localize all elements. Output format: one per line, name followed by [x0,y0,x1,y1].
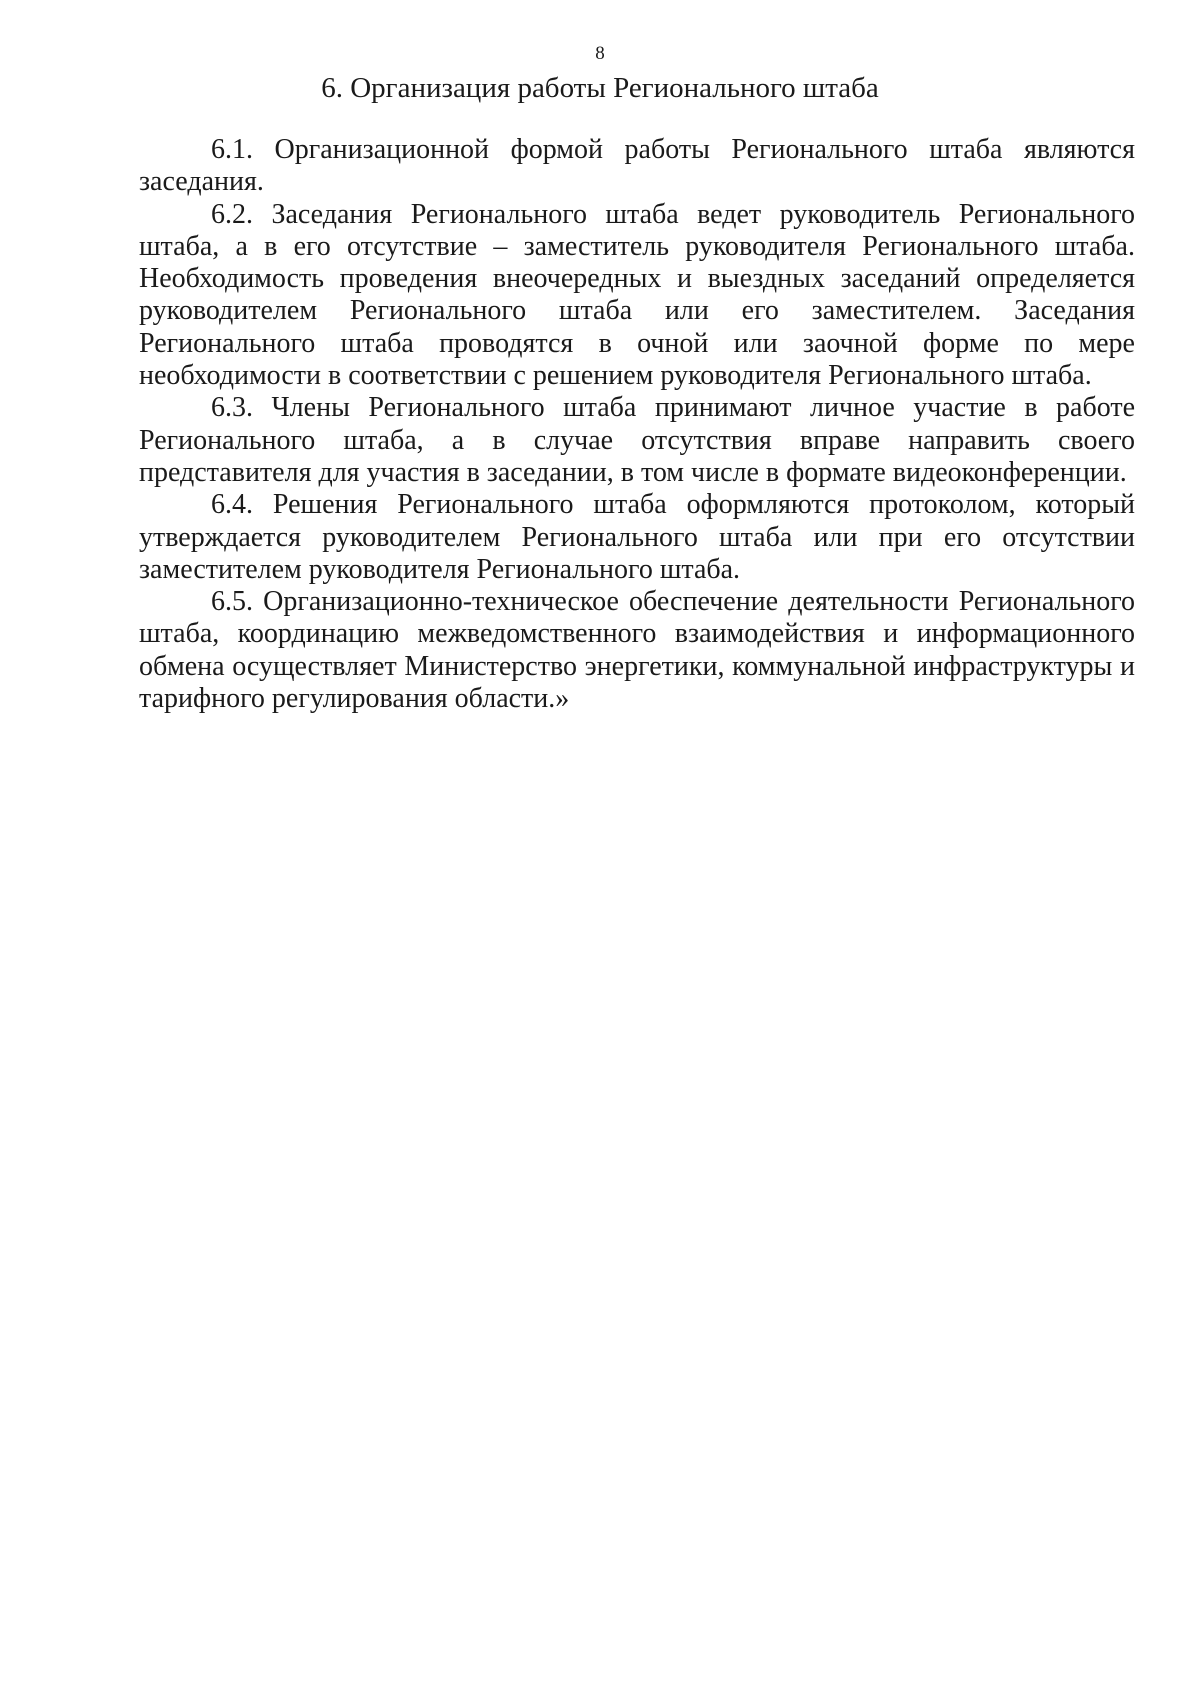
paragraph-6-5 [139,586,1135,715]
paragraph-6-3 [139,392,1135,489]
paragraph-number: 6.2. [211,198,253,230]
paragraph-6-4 [139,489,1135,586]
paragraph-text: Организационно-техническое обеспечение деятельности Регионального штаба, координацию межведомственного взаимодействия и информационного обмена осуществляет Министерство энергетики, коммунальной инфраструктуры и тарифного регулирования области.» [139,586,1135,715]
paragraph-text: Организационной формой работы Регионального штаба являются заседания. [139,134,1135,198]
paragraph-6-2 [139,199,1135,393]
paragraph-text: Члены Регионального штаба принимают личное участие в работе Регионального штаба, а в случае отсутствия вправе направить своего представителя для участия в заседании, в том числе в формате видеоконференции. [139,392,1135,488]
paragraph-number: 6.4. [211,489,253,521]
paragraph-text: Решения Регионального штаба оформляются протоколом, который утверждается руководителем Регионального штаба или при его отсутствии заместителем руководителя Регионального штаба. [139,489,1136,585]
paragraph-number: 6.1. [211,134,253,165]
paragraph-text: Заседания Регионального штаба ведет руководитель Регионального штаба, а в его отсутствие – заместитель руководителя Регионального штаба. Необходимость проведения внеочередных и выездных заседаний определяется руководителем Регионального штаба или его заместителем. Заседания Регионального штаба проводятся в очной или заочной форме по мере необходимости в соответствии с решением руководителя Регионального штаба. [139,198,1135,392]
paragraph-6-1 [139,134,1135,199]
document-body [139,134,1135,715]
page-number: 8 [595,43,605,64]
paragraph-number: 6.3. [211,392,253,424]
section-title: 6. Организация работы Регионального штаба [321,72,879,104]
paragraph-number: 6.5. [211,586,253,618]
